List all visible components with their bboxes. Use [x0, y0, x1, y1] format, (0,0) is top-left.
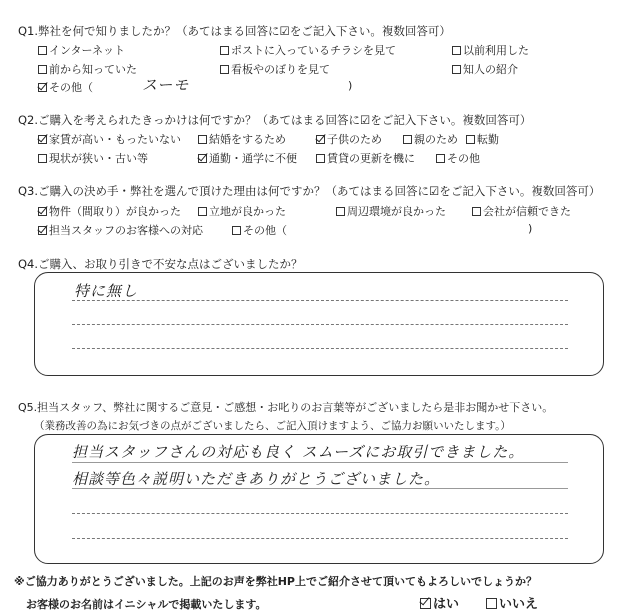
q3-option-trust[interactable]: 会社が信頼できた — [472, 203, 571, 219]
checkbox-checked[interactable] — [198, 154, 207, 163]
checkbox-checked[interactable] — [38, 135, 47, 144]
q2-option-commute[interactable]: 通勤・通学に不便 — [198, 150, 297, 166]
checkbox[interactable] — [198, 135, 207, 144]
q2-question: Q2.ご購入を考えられたきっかけは何ですか？（あてはまる回答に☑をご記入下さい。複数回答可） — [18, 113, 532, 127]
q1-option-referral[interactable]: 知人の紹介 — [452, 61, 518, 77]
q4-handwritten-answer: 特に無し — [74, 282, 139, 300]
checkbox[interactable] — [486, 598, 497, 609]
checkbox[interactable] — [452, 65, 461, 74]
q3-question: Q3.ご購入の決め手・弊社を選んで頂けた理由は何ですか？（あてはまる回答に☑をご記入下さい。複数回答可） — [18, 184, 601, 198]
q2-option-other[interactable]: その他 — [436, 150, 480, 166]
q4-question: Q4.ご購入、お取り引きで不安な点はございましたか？ — [18, 257, 303, 271]
q4-rule-2 — [72, 324, 568, 325]
checkbox[interactable] — [452, 46, 461, 55]
q3-option-floorplan[interactable]: 物件（間取り）が良かった — [38, 203, 181, 219]
q5-question: Q5.担当スタッフ、弊社に関するご意見・ご感想・お叱りのお言葉等がございましたら是非お聞かせ下さい。 — [18, 401, 554, 414]
checkbox[interactable] — [436, 154, 445, 163]
checkbox[interactable] — [38, 65, 47, 74]
q1-option-other[interactable]: その他（ — [38, 79, 93, 95]
checkbox-checked[interactable] — [38, 207, 47, 216]
checkbox[interactable] — [336, 207, 345, 216]
checkbox[interactable] — [220, 46, 229, 55]
q3-other-close: ) — [528, 222, 533, 235]
q4-rule-3 — [72, 348, 568, 349]
q5-handwritten-line-2: 相談等色々説明いただきありがとうございました。 — [72, 470, 441, 488]
q2-option-parents[interactable]: 親のため — [403, 131, 458, 147]
checkbox-checked[interactable] — [316, 135, 325, 144]
checkbox[interactable] — [198, 207, 207, 216]
checkbox[interactable] — [38, 154, 47, 163]
q1-other-handwritten: スーモ — [142, 76, 190, 94]
q2-option-lease-renewal[interactable]: 賃貸の更新を機に — [316, 150, 415, 166]
q5-rule-4 — [72, 538, 568, 539]
q5-subtext: （業務改善の為にお気づきの点がございましたら、ご記入頂けますよう、ご協力お願いいたします。） — [34, 420, 511, 432]
q1-other-close: ) — [348, 79, 353, 92]
q2-option-transfer[interactable]: 転勤 — [466, 131, 499, 147]
q5-rule-2 — [72, 488, 568, 489]
q1-option-flyer[interactable]: ポストに入っているチラシを見て — [220, 42, 396, 58]
q3-option-other[interactable]: その他（ — [232, 222, 287, 238]
checkbox-checked[interactable] — [38, 226, 47, 235]
q1-option-used-before[interactable]: 以前利用した — [452, 42, 529, 58]
q4-rule-1 — [72, 300, 568, 301]
footer-yes-option[interactable]: はい — [420, 593, 459, 612]
checkbox[interactable] — [472, 207, 481, 216]
q3-option-location[interactable]: 立地が良かった — [198, 203, 286, 219]
checkbox[interactable] — [316, 154, 325, 163]
q2-option-rent-high[interactable]: 家賃が高い・もったいない — [38, 131, 181, 147]
q1-option-internet[interactable]: インターネット — [38, 42, 125, 58]
footer-consent-question: ※ご協力ありがとうございました。上記のお声を弊社HP上でご紹介させて頂いてもよろしいでしょうか？ — [14, 575, 537, 588]
q1-option-signboard[interactable]: 看板やのぼりを見て — [220, 61, 330, 77]
checkbox-checked[interactable] — [38, 83, 47, 92]
checkbox[interactable] — [466, 135, 475, 144]
q1-question: Q1.弊社を何で知りましたか？（あてはまる回答に☑をご記入下さい。複数回答可） — [18, 24, 451, 38]
footer-initials-note: お客様のお名前はイニシャルで掲載いたします。 — [26, 598, 267, 611]
q2-option-marriage[interactable]: 結婚をするため — [198, 131, 286, 147]
q3-option-environment[interactable]: 周辺環境が良かった — [336, 203, 446, 219]
q2-option-small-old[interactable]: 現状が狭い・古い等 — [38, 150, 148, 166]
q5-rule-3 — [72, 513, 568, 514]
q1-option-knew-before[interactable]: 前から知っていた — [38, 61, 137, 77]
q3-option-staff-service[interactable]: 担当スタッフのお客様への対応 — [38, 222, 203, 238]
checkbox[interactable] — [220, 65, 229, 74]
checkbox[interactable] — [38, 46, 47, 55]
q2-option-children[interactable]: 子供のため — [316, 131, 382, 147]
checkbox[interactable] — [232, 226, 241, 235]
checkbox-checked[interactable] — [420, 598, 431, 609]
footer-no-option[interactable]: いいえ — [486, 593, 538, 612]
q5-rule-1 — [72, 462, 568, 463]
checkbox[interactable] — [403, 135, 412, 144]
q5-handwritten-line-1: 担当スタッフさんの対応も良く スムーズにお取引できました。 — [72, 443, 525, 461]
